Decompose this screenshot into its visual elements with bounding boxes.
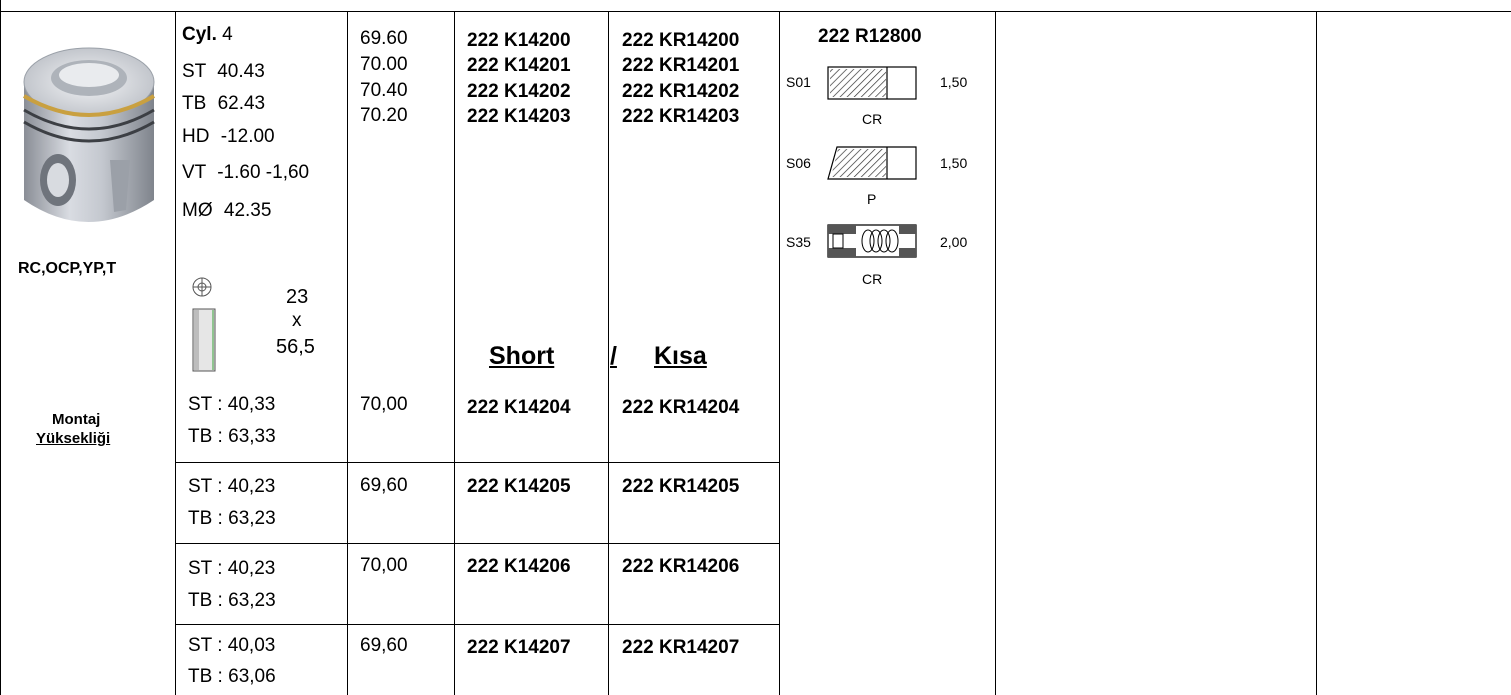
st-label: ST : [188, 394, 223, 415]
kr-part-3: 222 KR14202 [622, 81, 740, 102]
tb-value: 63,23 [228, 508, 276, 529]
short-row-2-k: 222 K14205 [467, 476, 571, 497]
col-border-0 [0, 0, 1, 695]
pin-size-top: 23 [286, 286, 309, 308]
short-row-3-kr: 222 KR14206 [622, 556, 740, 577]
short-label: Short [489, 342, 555, 370]
kr-part-2: 222 KR14201 [622, 55, 740, 76]
short-row-1-k: 222 K14204 [467, 397, 571, 418]
short-row-1-tb [188, 426, 276, 448]
col-border-6 [995, 12, 996, 695]
hd-value: -12.00 [220, 126, 275, 147]
diameter-4: 70.20 [360, 105, 408, 126]
tb-label: TB [182, 93, 207, 114]
hd-label: HD [182, 126, 210, 147]
short-slash: / [610, 342, 617, 370]
md-label: MØ [182, 200, 213, 221]
ring-2-coating: P [867, 191, 877, 207]
short-row-2-kr: 222 KR14205 [622, 476, 740, 497]
kisa-label: Kısa [654, 342, 707, 370]
ring-set-code: 222 R12800 [818, 26, 922, 47]
short-row-1-kr: 222 KR14204 [622, 397, 740, 418]
short-row-divider-3 [176, 624, 779, 625]
kr-part-4: 222 KR14203 [622, 106, 740, 127]
short-row-4-dia: 69,60 [360, 635, 408, 656]
col-border-1 [175, 12, 176, 695]
k-part-1: 222 K14200 [467, 30, 571, 51]
tb-value: 62.43 [217, 93, 266, 114]
mounting-height-label-2: Yüksekliği [36, 430, 111, 447]
k-part-3: 222 K14202 [467, 81, 571, 102]
vt-value: -1.60 -1,60 [217, 162, 310, 183]
tb-value: 63,33 [228, 426, 276, 447]
col-border-2 [347, 12, 348, 695]
short-row-1-st [188, 394, 275, 416]
hd-spec [182, 126, 275, 148]
short-row-1-dia: 70,00 [360, 394, 408, 415]
short-row-3-k: 222 K14206 [467, 556, 571, 577]
ring-3-width: 2,00 [940, 234, 968, 250]
cyl-value: 4 [222, 24, 233, 45]
pin-size-bottom: 56,5 [276, 336, 315, 358]
st-value: 40,23 [227, 476, 276, 497]
diameter-3: 70.40 [360, 80, 408, 101]
tb-value: 63,23 [228, 590, 276, 611]
cylinder-spec [182, 24, 233, 46]
st-label: ST : [188, 476, 223, 497]
cyl-label: Cyl. [182, 24, 217, 45]
col-border-3 [454, 12, 455, 695]
short-row-4-kr: 222 KR14207 [622, 637, 740, 658]
md-value: 42.35 [223, 200, 272, 221]
st-label: ST : [188, 635, 223, 656]
short-row-3-st [188, 558, 275, 580]
short-row-3-tb [188, 590, 276, 612]
short-row-4-tb [188, 666, 276, 688]
k-part-4: 222 K14203 [467, 106, 571, 127]
coating-codes: RC,OCP,YP,T [18, 260, 117, 277]
st-label: ST [182, 61, 206, 82]
short-row-2-st [188, 476, 275, 498]
col-border-5 [779, 12, 780, 695]
ring-1-code: S01 [786, 74, 811, 90]
col-border-4 [608, 12, 609, 695]
vt-label: VT [182, 162, 206, 183]
st-label: ST : [188, 558, 223, 579]
short-row-2-dia: 69,60 [360, 475, 408, 496]
ring-3-code: S35 [786, 234, 811, 250]
md-spec [182, 200, 271, 222]
diameter-1: 69.60 [360, 28, 408, 49]
st-value: 40,33 [227, 394, 276, 415]
ring-1-coating: CR [862, 111, 883, 127]
tb-label: TB : [188, 590, 223, 611]
st-value: 40.43 [217, 61, 265, 82]
short-row-divider-1 [176, 462, 779, 463]
ring-3-coating: CR [862, 271, 883, 287]
kr-part-1: 222 KR14200 [622, 30, 740, 51]
short-row-2-tb [188, 508, 276, 530]
col-border-7 [1316, 12, 1317, 695]
tb-label: TB : [188, 508, 223, 529]
ring-2-code: S06 [786, 155, 811, 171]
short-row-4-st [188, 635, 275, 657]
vt-spec [182, 162, 309, 184]
piston-image [18, 30, 160, 238]
st-value: 40,23 [227, 558, 276, 579]
short-row-divider-2 [176, 543, 779, 544]
tb-label: TB : [188, 666, 223, 687]
compression-ring-icon [823, 64, 923, 102]
tb-label: TB : [188, 426, 223, 447]
ring-2-width: 1,50 [940, 155, 968, 171]
ring-1-width: 1,50 [940, 74, 968, 90]
short-row-4-k: 222 K14207 [467, 637, 571, 658]
tb-spec [182, 93, 265, 115]
k-part-2: 222 K14201 [467, 55, 571, 76]
tb-value: 63,06 [228, 666, 276, 687]
mounting-height-label-1: Montaj [52, 411, 101, 428]
taper-ring-icon [823, 144, 923, 182]
table-top-border [0, 11, 1511, 12]
oil-ring-icon [823, 222, 923, 260]
short-row-3-dia: 70,00 [360, 555, 408, 576]
piston-pin-icon [188, 275, 228, 375]
st-value: 40,03 [227, 635, 276, 656]
pin-size-x: x [292, 310, 302, 331]
st-spec [182, 61, 265, 83]
diameter-2: 70.00 [360, 54, 408, 75]
